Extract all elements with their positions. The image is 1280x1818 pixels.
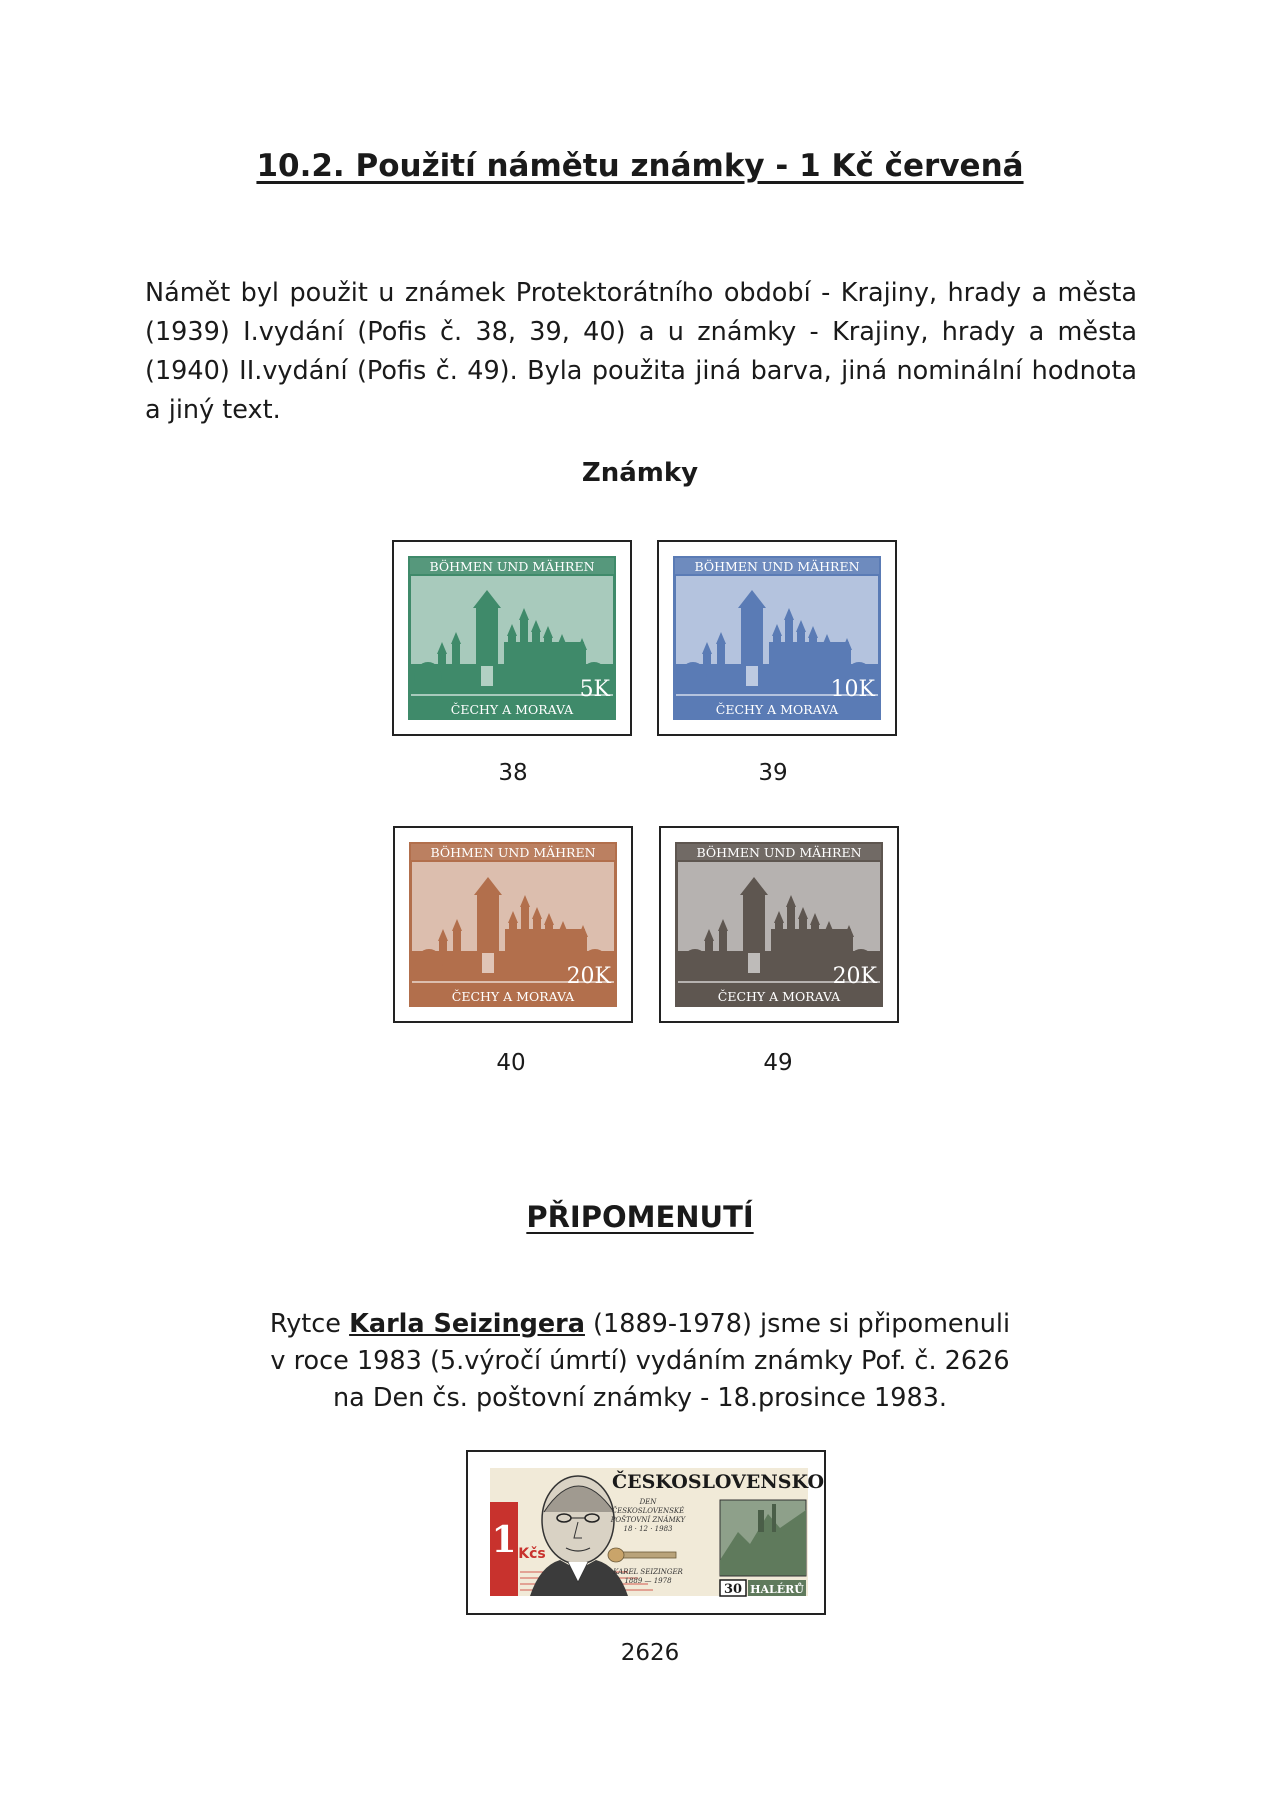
- reminder-paragraph: [0, 1306, 1280, 1417]
- reminder-line-1-post: (1889-1978) jsme si připomenuli: [584, 1309, 1011, 1339]
- stamp-value: 10K: [830, 677, 875, 702]
- reminder-line-1: [0, 1306, 1280, 1343]
- inset-value: 30: [723, 1582, 743, 1597]
- stamp-39-caption: 39: [758, 760, 788, 786]
- engraver-years: 1889 — 1978: [624, 1577, 672, 1585]
- reminder-line-3: na Den čs. poštovní známky - 18.prosince 1983.: [332, 1383, 948, 1413]
- stamp-top-text: BÖHMEN UND MÄHREN: [694, 559, 860, 574]
- inset-unit: HALÉRŮ: [750, 1583, 804, 1596]
- stamp-value: 20K: [566, 964, 611, 989]
- stamp-2626-country: ČESKOSLOVENSKO: [611, 1471, 824, 1493]
- stamp-bottom-text: ČECHY A MORAVA: [715, 702, 839, 717]
- stamp-38: [392, 540, 632, 736]
- stamp-49-caption: 49: [763, 1050, 793, 1076]
- stamp-top-text: BÖHMEN UND MÄHREN: [429, 559, 595, 574]
- stamp-bottom-text: ČECHY A MORAVA: [450, 702, 574, 717]
- engraver-name: Karla Seizingera: [349, 1309, 585, 1339]
- stamp-bottom-text: ČECHY A MORAVA: [451, 989, 575, 1004]
- stamp-40-caption: 40: [496, 1050, 526, 1076]
- stamp-2626: [466, 1450, 826, 1615]
- stamp-2626-caption: 2626: [620, 1640, 680, 1666]
- stamps-heading: Známky: [581, 458, 699, 488]
- stamp-38-image: [394, 542, 630, 734]
- stamp-2626-image: [468, 1452, 824, 1613]
- stamp-39: [657, 540, 897, 736]
- event-line-3: POŠTOVNÍ ZNÁMKY: [610, 1516, 686, 1524]
- reminder-heading: PŘIPOMENUTÍ: [526, 1200, 754, 1234]
- stamp-top-text: BÖHMEN UND MÄHREN: [696, 845, 862, 860]
- stamp-49: [659, 826, 899, 1023]
- intro-paragraph: Námět byl použit u známek Protektorátního období - Krajiny, hrady a města (1939) I.vydání (Pofis č. 38, 39, 40) a u známky - Krajiny, hrady a města (1940) II.vydání (Pofis č. 49). Byla použita jiná barva, jiná nominální hodnota a jiný text.: [145, 278, 1137, 425]
- stamp-39-image: [659, 542, 895, 734]
- stamp-2626-currency: Kčs: [518, 1546, 546, 1562]
- stamp-49-image: [661, 828, 897, 1021]
- stamp-40-image: [395, 828, 631, 1021]
- stamp-2626-value: 1: [491, 1519, 517, 1561]
- engraver-name-on-stamp: KAREL SEIZINGER: [613, 1568, 683, 1576]
- reminder-line-1-pre: Rytce: [269, 1309, 350, 1339]
- stamp-40: [393, 826, 633, 1023]
- page-title: 10.2. Použití námětu známky - 1 Kč červená: [256, 148, 1024, 184]
- stamp-value: 20K: [832, 964, 877, 989]
- reminder-line-2: v roce 1983 (5.výročí úmrtí) vydáním známky Pof. č. 2626: [270, 1346, 1010, 1376]
- stamp-top-text: BÖHMEN UND MÄHREN: [430, 845, 596, 860]
- event-line-1: DEN: [639, 1498, 657, 1506]
- stamp-38-caption: 38: [498, 760, 528, 786]
- event-line-2: ČESKOSLOVENSKÉ: [611, 1507, 685, 1515]
- inset-stamp: [720, 1500, 806, 1576]
- event-line-4: 18 · 12 · 1983: [623, 1525, 673, 1533]
- stamp-bottom-text: ČECHY A MORAVA: [717, 989, 841, 1004]
- stamp-value: 5K: [579, 677, 610, 702]
